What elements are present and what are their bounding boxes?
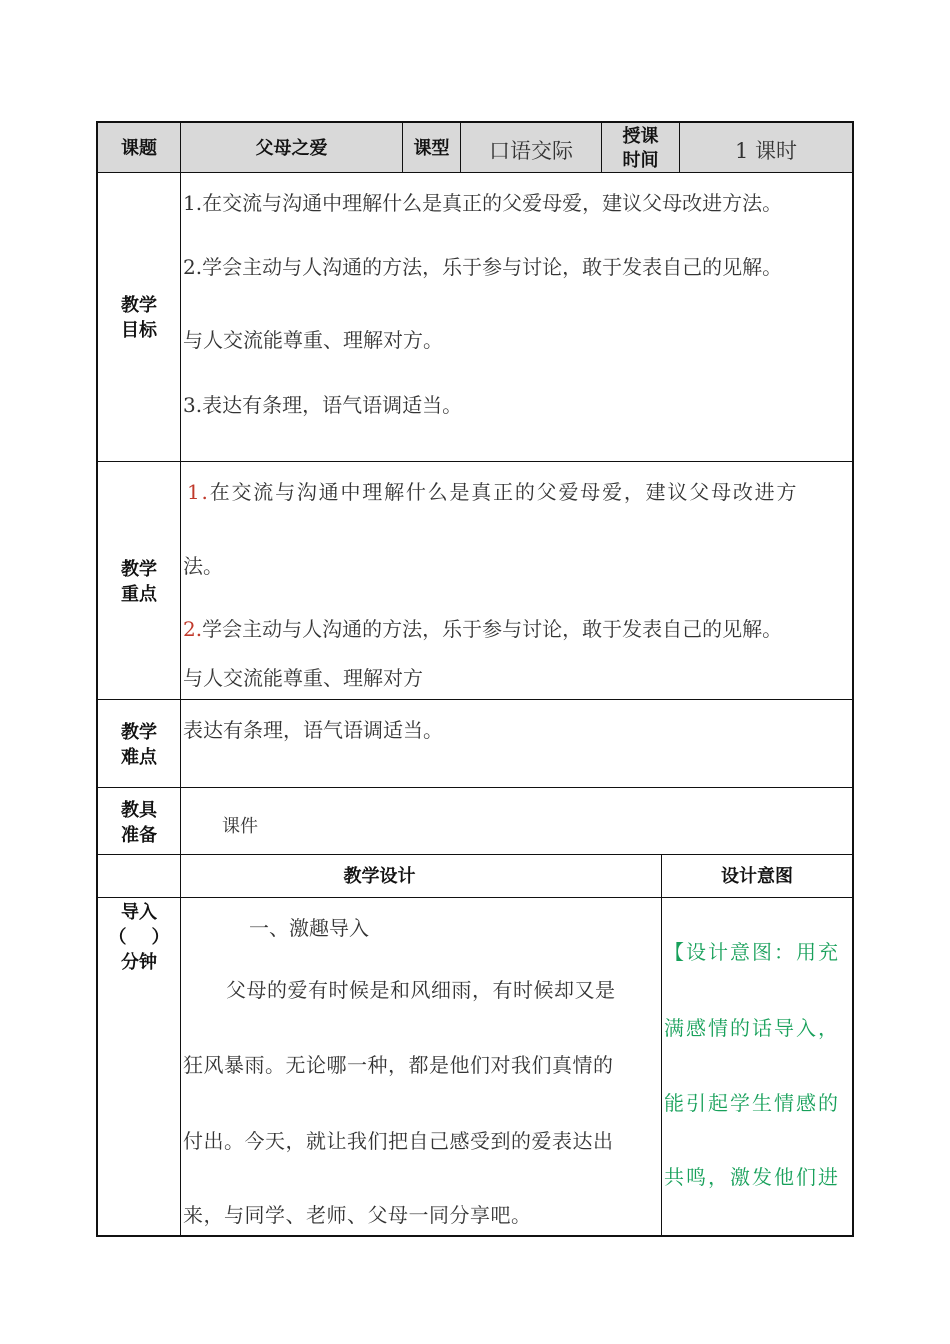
keypoints-line-3 — [183, 613, 782, 642]
row-divider — [96, 787, 854, 788]
intro-line-1: 父母的爱有时候是和风细雨，有时候却又是 — [226, 978, 616, 1002]
intent-line-1: 【设计意图：用充 — [664, 940, 840, 964]
goals-line-4: 3.表达有条理，语气语调适当。 — [183, 393, 463, 417]
keypoints-line-3-text: 学会主动与人沟通的方法，乐于参与讨论，敢于发表自己的见解。 — [202, 617, 783, 641]
section-label-3: 分钟 — [121, 952, 157, 973]
time-label-1: 授课 — [622, 126, 659, 147]
section-label-2: （ ） — [108, 927, 170, 948]
goals-line-3: 与人交流能尊重、理解对方。 — [183, 328, 443, 352]
keypoints-line-1-text: 在交流与沟通中理解什么是真正的父爱母爱，建议父母改进方 — [209, 480, 799, 504]
keypoints-label-2: 重点 — [121, 584, 157, 605]
intro-line-3: 付出。今天，就让我们把自己感受到的爱表达出 — [183, 1129, 614, 1153]
difficulty-label-1: 教学 — [121, 722, 157, 743]
row-divider — [96, 461, 854, 462]
type-label: 课型 — [413, 138, 450, 159]
row-divider — [96, 854, 854, 855]
keypoints-line-4: 与人交流能尊重、理解对方 — [183, 666, 423, 690]
row-divider — [96, 699, 854, 700]
col-divider — [180, 121, 181, 1237]
difficulty-text: 表达有条理，语气语调适当。 — [183, 718, 443, 742]
goals-label-2: 目标 — [121, 320, 157, 341]
section-label-1: 导入 — [121, 902, 157, 923]
row-divider — [96, 172, 854, 173]
keypoints-line-1-number: 1. — [187, 480, 210, 504]
topic-label: 课题 — [121, 138, 157, 159]
difficulty-label-2: 难点 — [121, 747, 157, 768]
col-divider — [661, 854, 662, 1237]
intro-line-4: 来，与同学、老师、父母一同分享吧。 — [183, 1203, 532, 1227]
goals-line-2: 2.学会主动与人沟通的方法，乐于参与讨论，敢于发表自己的见解。 — [183, 255, 783, 279]
time-value: 1 课时 — [734, 139, 798, 163]
keypoints-line-2: 法。 — [183, 554, 223, 578]
keypoints-label-1: 教学 — [121, 559, 157, 580]
time-label-2: 时间 — [622, 150, 659, 171]
goals-line-1: 1.在交流与沟通中理解什么是真正的父爱母爱，建议父母改进方法。 — [183, 191, 783, 215]
tools-text: 课件 — [222, 816, 258, 837]
topic-value: 父母之爱 — [255, 138, 328, 159]
keypoints-line-3-number: 2. — [183, 617, 203, 641]
design-header-right: 设计意图 — [721, 866, 793, 887]
intent-line-4: 共鸣，激发他们进 — [664, 1165, 840, 1189]
keypoints-line-1 — [187, 476, 798, 505]
design-header-left: 教学设计 — [343, 866, 416, 887]
intro-heading: 一、激趣导入 — [249, 916, 369, 940]
intent-line-2: 满感情的话导入， — [664, 1016, 840, 1040]
tools-label-1: 教具 — [121, 800, 157, 821]
tools-label-2: 准备 — [121, 825, 157, 846]
row-divider — [96, 897, 854, 898]
intro-line-2: 狂风暴雨。无论哪一种，都是他们对我们真情的 — [183, 1053, 614, 1077]
type-value: 口语交际 — [489, 139, 573, 163]
goals-label-1: 教学 — [121, 295, 157, 316]
intent-line-3: 能引起学生情感的 — [664, 1091, 840, 1115]
